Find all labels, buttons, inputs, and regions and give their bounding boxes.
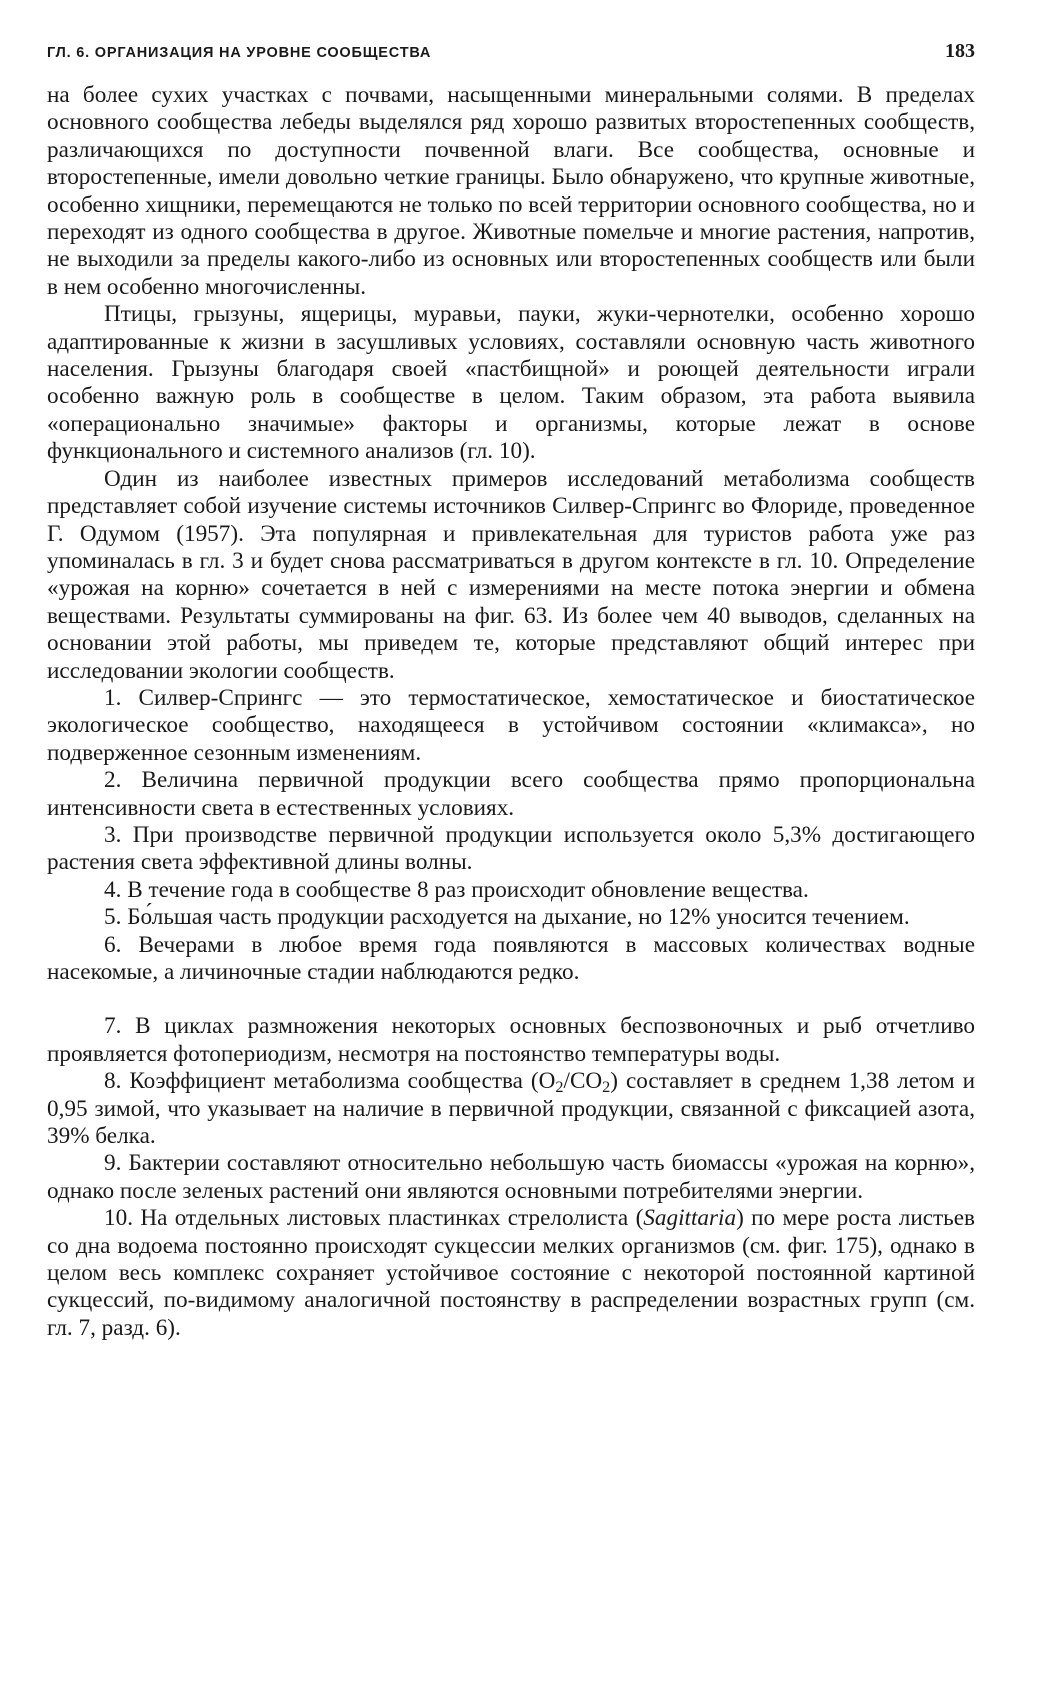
page-number: 183 xyxy=(945,40,975,62)
list-item-2: 2. Величина первичной продукции всего сообщества прямо пропорциональна интенсивности света в естественных условиях. xyxy=(47,767,975,821)
list-item-6: 6. Вечерами в любое время года появляются в массовых количествах водные насекомые, а личиночные стадии наблюдаются редко. xyxy=(47,931,975,985)
page-header xyxy=(47,40,975,74)
book-page xyxy=(47,40,975,1342)
list-item-10-text-b: ) по мере роста листьев со дна водоема постоянно происходят сукцессии мелких организмов (см. фиг. 175), однако в целом весь комплекс сохраняет устойчивое состояние с некоторой постоянной картиной сукцессий, по-видимому аналогичной постоянству в распределении возрастных групп (см. гл. 7, разд. 6). xyxy=(47,1205,975,1341)
running-head: ГЛ. 6. ОРГАНИЗАЦИЯ НА УРОВНЕ СООБЩЕСТВА xyxy=(47,45,432,61)
list-item-8-text-b: /CO xyxy=(563,1068,603,1095)
list-item-8-text-c: ) составляет в среднем 1,38 летом и 0,95 зимой, что указывает на наличие в первичной продукции, связанной с фиксацией азота, 39% белка. xyxy=(47,1068,975,1150)
list-item-4: 4. В течение года в сообществе 8 раз происходит обновление вещества. xyxy=(104,876,809,903)
list-item-8 xyxy=(47,1068,975,1150)
paragraph-silver-springs: Один из наиболее известных примеров исследований метаболизма сообществ представляет собой изучение системы источников Силвер-Спрингс во Флориде, проведенное Г. Одумом (1957). Эта популярная и привлекательная для туристов работа уже раз упоминалась в гл. 3 и будет снова рассматриваться в другом контексте в гл. 10. Определение «урожая на корню» сочетается в ней с измерениями на месте потока энергии и обмена веществами. Результаты суммированы на фиг. 63. Из более чем 40 выводов, сделанных на основании этой работы, мы приведем те, которые представляют общий интерес при исследовании экологии сообществ. xyxy=(47,465,975,684)
list-item-9: 9. Бактерии составляют относительно небольшую часть биомассы «урожая на корню», однако после зеленых растений они являются основными потребителями энергии. xyxy=(47,1150,975,1204)
list-item-8-text-a: 8. Коэффициент метаболизма сообщества (O xyxy=(104,1068,556,1095)
paragraph-animal-population: Птицы, грызуны, ящерицы, муравьи, пауки, жуки-чернотелки, особенно хорошо адаптированные к жизни в засушливых условиях, составляли основную часть животного населения. Грызуны благодаря своей «пастбищной» и роющей деятельности играли особенно важную роль в сообществе в целом. Таким образом, эта работа выявила «операционально значимые» факторы и организмы, которые лежат в основе функционального и системного анализов (гл. 10). xyxy=(47,301,975,465)
paragraph-continued: на более сухих участках с почвами, насыщенными минеральными солями. В пределах основного сообщества лебеды выделялся ряд хорошо развитых второстепенных сообществ, различающихся по доступности почвенной влаги. Все сообщества, основные и второстепенные, имели довольно четкие границы. Было обнаружено, что крупные животные, особенно хищники, перемещаются не только по всей территории основного сообщества, но и переходят из одного сообщества в другое. Животные помельче и многие растения, напротив, не выходили за пределы какого-либо из основных или второстепенных сообществ или были в нем особенно многочисленны. xyxy=(47,82,975,300)
list-item-5: 5. Бо́льшая часть продукции расходуется на дыхание, но 12% уносится течением. xyxy=(104,904,910,931)
list-item-10 xyxy=(47,1205,975,1342)
body-text xyxy=(47,82,975,1342)
list-item-10-text-a: 10. На отдельных листовых пластинках стрелолиста ( xyxy=(104,1205,644,1232)
list-item-3: 3. При производстве первичной продукции используется около 5,3% достигающего растения света эффективной длины волны. xyxy=(47,821,975,876)
list-item-7: 7. В циклах размножения некоторых основных беспозвоночных и рыб отчетливо проявляется фотопериодизм, несмотря на постоянство температуры воды. xyxy=(47,1013,975,1067)
list-item-1: 1. Силвер-Спрингс — это термостатическое, хемостатическое и биостатическое экологическое сообщество, находящееся в устойчивом состоянии «климакса», но подверженное сезонным изменениям. xyxy=(47,684,975,766)
latin-name-sagittaria: Sagittaria xyxy=(643,1205,737,1232)
subscript-2: 2 xyxy=(602,1078,611,1097)
subscript-2: 2 xyxy=(555,1078,564,1097)
